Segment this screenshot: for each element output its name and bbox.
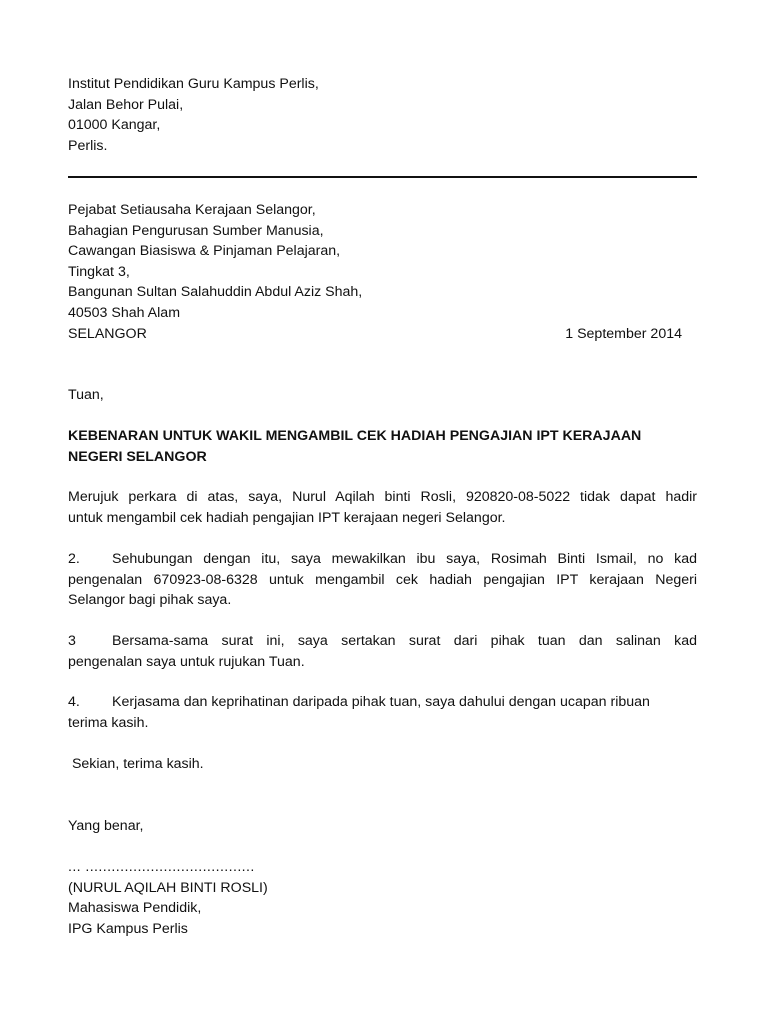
- paragraph-number: 2.: [68, 551, 80, 567]
- sender-line: Institut Pendidikan Guru Kampus Perlis,: [68, 76, 319, 92]
- recipient-line: Tingkat 3,: [68, 263, 130, 280]
- paragraph-line: untuk mengambil cek hadiah pengajian IPT kerajaan negeri Selangor.: [68, 509, 506, 526]
- paragraph-line: Merujuk perkara di atas, saya, Nurul Aqilah binti Rosli, 920820-08-5022 tidak dapat hadir: [68, 489, 697, 505]
- paragraph-line: pengenalan 670923-08-6328 untuk mengambil cek hadiah pengajian IPT kerajaan Negeri: [68, 571, 697, 588]
- paragraph-1: [68, 487, 697, 528]
- closing-text: Sekian, terima kasih.: [68, 756, 204, 772]
- signatory-name: (NURUL AQILAH BINTI ROSLI): [68, 879, 268, 896]
- paragraph-text: Bersama-sama surat ini, saya sertakan surat dari pihak tuan dan salinan kad: [112, 633, 697, 649]
- signatory-institution: IPG Kampus Perlis: [68, 920, 188, 937]
- paragraph-line: Selangor bagi pihak saya.: [68, 592, 232, 609]
- paragraph-number: 4.: [68, 694, 80, 710]
- recipient-line: Bangunan Sultan Salahuddin Abdul Aziz Shah,: [68, 284, 363, 301]
- recipient-address: [68, 200, 697, 344]
- sender-line: Jalan Behor Pulai,: [68, 96, 184, 113]
- signoff-text: Yang benar,: [68, 818, 144, 834]
- recipient-line: Bahagian Pengurusan Sumber Manusia,: [68, 222, 324, 239]
- sender-line: Perlis.: [68, 137, 108, 154]
- recipient-line: Pejabat Setiausaha Kerajaan Selangor,: [68, 202, 316, 218]
- sender-line: 01000 Kangar,: [68, 117, 161, 134]
- signoff: [68, 816, 697, 837]
- paragraph-line: terima kasih.: [68, 714, 149, 731]
- sender-address: [68, 74, 697, 156]
- paragraph-text: Sehubungan dengan itu, saya mewakilkan ibu saya, Rosimah Binti Ismail, no kad: [112, 551, 697, 567]
- paragraph-3: [68, 631, 697, 672]
- letter-date: 1 September 2014: [565, 326, 682, 342]
- subject-line: KEBENARAN UNTUK WAKIL MENGAMBIL CEK HADIAH PENGAJIAN IPT KERAJAAN: [68, 428, 642, 444]
- paragraph-line: pengenalan saya untuk rujukan Tuan.: [68, 653, 305, 670]
- closing: [68, 754, 697, 775]
- paragraph-text: Kerjasama dan keprihatinan daripada pihak tuan, saya dahului dengan ucapan ribuan: [112, 694, 650, 710]
- paragraph-4: [68, 692, 697, 733]
- paragraph-line: [68, 631, 697, 652]
- signature-block: [68, 857, 697, 939]
- signature-dotted-line: ... .......................................: [68, 859, 255, 875]
- paragraph-number: 3: [68, 633, 76, 649]
- recipient-line: Cawangan Biasiswa & Pinjaman Pelajaran,: [68, 243, 341, 260]
- letter-subject: [68, 426, 697, 467]
- recipient-line: SELANGOR: [68, 325, 147, 342]
- subject-line: NEGERI SELANGOR: [68, 448, 207, 465]
- salutation: [68, 385, 697, 406]
- header-divider: [68, 176, 697, 178]
- paragraph-line: [68, 549, 697, 570]
- salutation-text: Tuan,: [68, 387, 104, 403]
- paragraph-2: [68, 549, 697, 611]
- signatory-title: Mahasiswa Pendidik,: [68, 900, 202, 917]
- paragraph-line: [68, 692, 697, 713]
- recipient-line: 40503 Shah Alam: [68, 304, 181, 321]
